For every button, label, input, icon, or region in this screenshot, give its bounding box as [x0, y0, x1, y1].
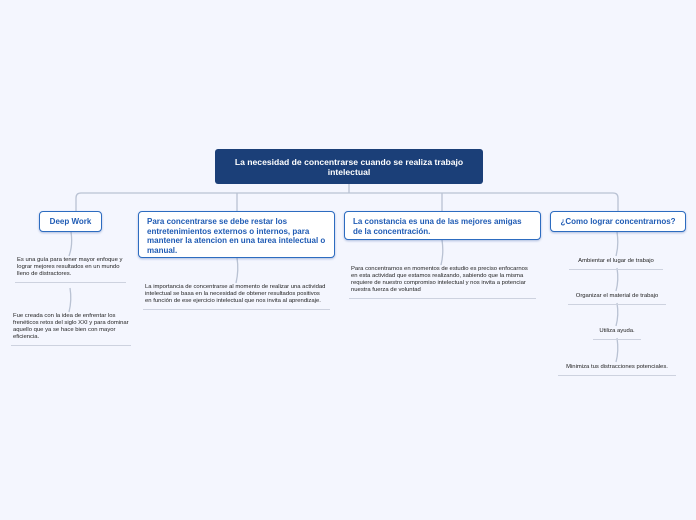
subtopic-label: Utiliza ayuda.	[599, 328, 635, 334]
connector-branch-4-child-3	[616, 303, 618, 326]
branch-label: Deep Work	[49, 217, 92, 226]
subtopic-concentrarnos-estudio[interactable]	[349, 266, 536, 299]
connector-branch-1-child-2	[69, 288, 71, 312]
subtopic-importancia-concentrarse[interactable]	[143, 284, 330, 310]
subtopic-label: Ambientar el lugar de trabajo	[578, 258, 654, 264]
branch-label: Para concentrarse se debe restar los entretenimientos externos o internos, para mantener la atencion en una tarea intelectual o manual.	[147, 217, 326, 255]
branch-restar-entretenimientos[interactable]	[138, 211, 335, 258]
connector-branch-4-child-1	[616, 232, 618, 256]
branch-label: ¿Como lograr concentrarnos?	[560, 217, 676, 226]
connector-branch-3-child-1	[441, 240, 443, 265]
subtopic-deep-work-creada[interactable]	[11, 313, 131, 346]
subtopic-label: Es una guía para tener mayor enfoque y lograr mejores resultados en un mundo lleno de distractores.	[17, 257, 123, 277]
central-topic-label: La necesidad de concentrarse cuando se realiza trabajo intelectual	[234, 156, 464, 177]
subtopic-label: Para concentrarnos en momentos de estudio es preciso enfocarnos en esta actividad que estamos realizando, sabiendo que la misma requiere de nuestro compromiso intelectual y nos invita a potenciar nuestra fuerza de voluntad	[351, 266, 528, 293]
branch-label: La constancia es una de las mejores amigas de la concentración.	[353, 217, 522, 236]
connector-branch-2-child-1	[236, 258, 238, 283]
central-topic[interactable]	[215, 149, 483, 184]
branch-constancia[interactable]	[344, 211, 541, 240]
subtopic-deep-work-guia[interactable]	[15, 257, 126, 283]
connector-horizontal-bar	[76, 193, 618, 211]
branch-como-concentrarnos[interactable]	[550, 211, 686, 232]
connector-branch-4-child-2	[616, 268, 618, 291]
connector-branch-1-child-1	[69, 232, 72, 256]
subtopic-label: La importancia de concentrarse al momento de realizar una actividad intelectual se basa en la necesidad de obtener resultados positivos en función de ese ejercicio intelectual que nos invita al aprendizaje.	[145, 284, 326, 304]
subtopic-label: Organizar el material de trabajo	[575, 293, 659, 299]
subtopic-label: Fue creada con la idea de enfrentar los frenéticos retos del siglo XXI y para dominar aquello que ya se hace bien con mayor eficiencia.	[13, 313, 129, 340]
subtopic-label: Minimiza tus distracciones potenciales.	[566, 364, 668, 370]
subtopic-utiliza-ayuda[interactable]	[593, 328, 641, 340]
subtopic-organizar-material[interactable]	[568, 293, 666, 305]
branch-deep-work[interactable]	[39, 211, 102, 232]
connector-branch-4-child-4	[616, 338, 618, 362]
subtopic-minimiza-distracciones[interactable]	[558, 364, 676, 376]
subtopic-ambientar-lugar[interactable]	[569, 258, 663, 270]
